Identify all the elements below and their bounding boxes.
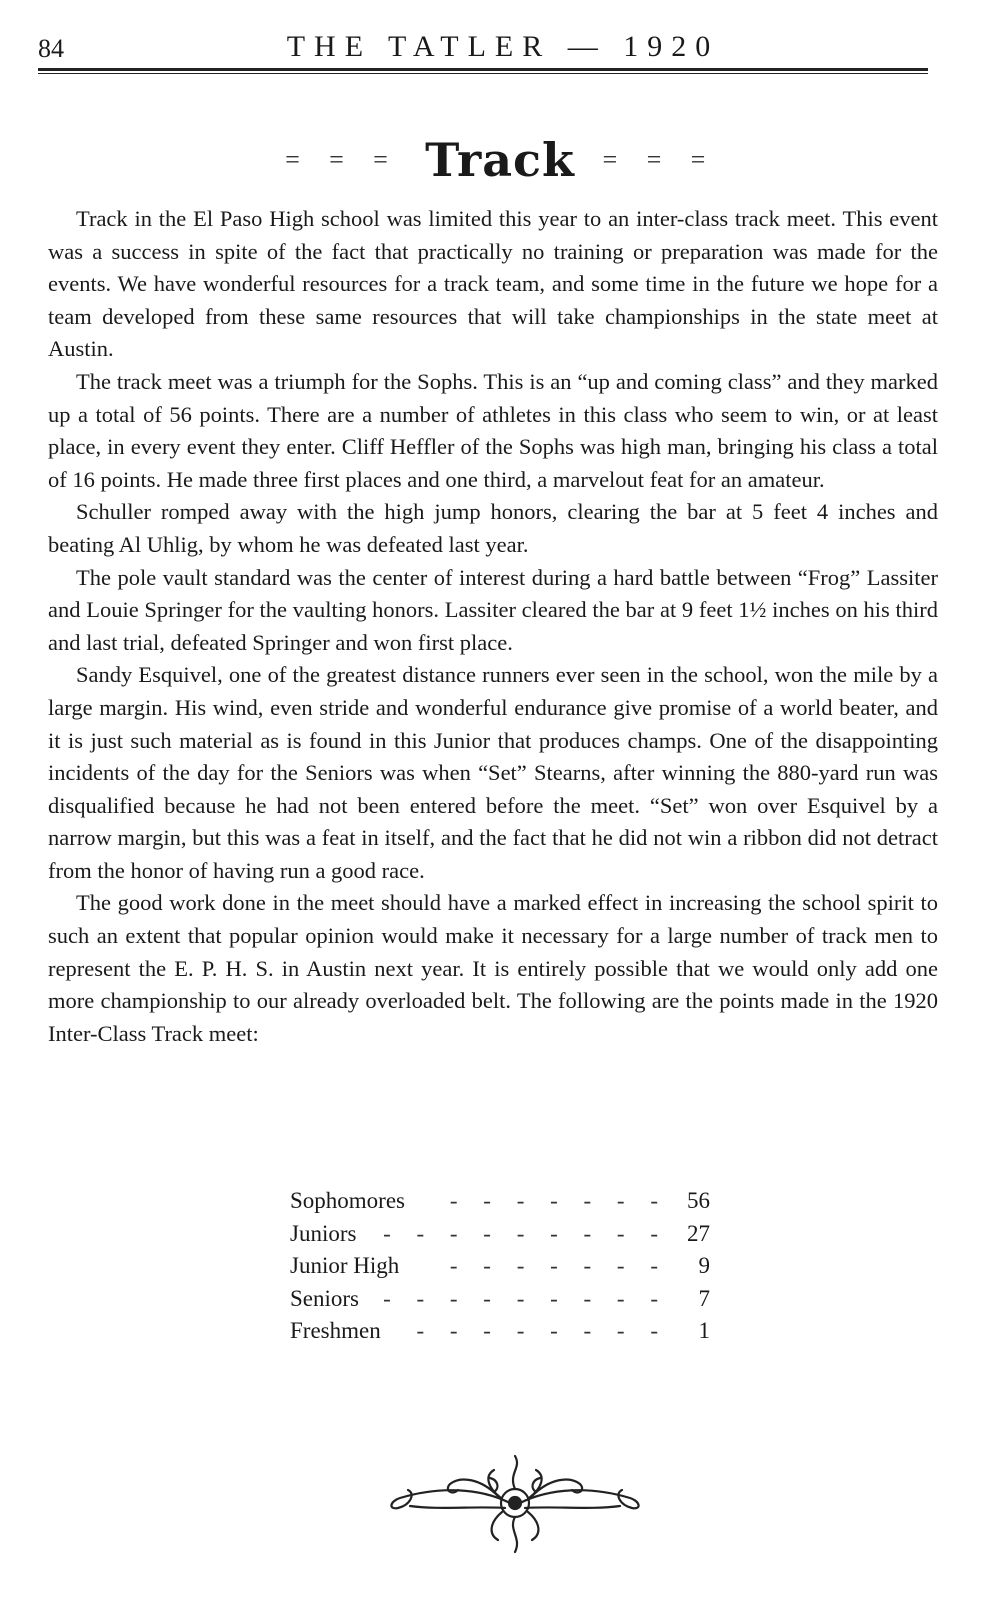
page-number: 84: [38, 34, 64, 63]
header-rule: [38, 68, 928, 74]
points-value: 56: [687, 1188, 710, 1213]
dot-leader: - - - - - - - - -: [383, 1285, 668, 1311]
points-row: [290, 1315, 710, 1348]
dot-leader: - - - - - - - - -: [383, 1220, 668, 1246]
paragraph: Track in the El Paso High school was limited this year to an inter-class track meet. This event was a success in spite of the fact that practically no training or preparation was made for the events. We have wonderful resources for a track team, and some time in the future we hope for a team developed from these same resources that will take championships in the state meet at Austin.: [48, 206, 938, 362]
points-row: [290, 1218, 710, 1251]
class-name: Sophomores: [290, 1188, 405, 1213]
dot-leader: - - - - - - -: [449, 1253, 668, 1278]
title-decoration-left: = = =: [283, 145, 400, 174]
points-row: [290, 1185, 710, 1218]
points-value: 7: [698, 1285, 710, 1311]
paragraph: Schuller romped away with the high jump honors, clearing the bar at 5 feet 4 inches and beating Al Uhlig, by whom he was defeated last year.: [48, 499, 938, 557]
title-row: [0, 125, 1000, 195]
paragraph: The good work done in the meet should have a marked effect in increasing the school spirit to such an extent that popular opinion would make it necessary for a large number of track men to represent the E. P. H. S. in Austin next year. It is entirely possible that we would only add one more championship to our already overloaded belt. The following are the points made in the 1920 Inter-Class Track meet:: [48, 890, 938, 1046]
points-value: 9: [698, 1253, 710, 1278]
title-decoration-right: = = =: [600, 145, 717, 174]
dot-leader: - - - - - - - -: [416, 1318, 668, 1343]
class-name: Juniors: [290, 1220, 357, 1246]
points-value: 27: [687, 1220, 710, 1246]
page-title: Track: [425, 133, 575, 187]
points-value: 1: [698, 1318, 710, 1343]
class-name: Junior High: [290, 1253, 400, 1278]
article-body: [48, 203, 938, 1050]
points-row: [290, 1250, 710, 1283]
paragraph: The pole vault standard was the center of interest during a hard battle between “Frog” Lassiter and Louie Springer for the vaulting honors. Lassiter cleared the bar at 9 feet 1½ inches on his third and last trial, defeated Springer and won first place.: [48, 564, 938, 655]
class-name: Freshmen: [290, 1318, 381, 1343]
running-title: THE TATLER — 1920: [286, 30, 720, 63]
page-header: [38, 28, 928, 68]
points-row: [290, 1283, 710, 1316]
paragraph: The track meet was a triumph for the Sophs. This is an “up and coming class” and they marked up a total of 56 points. There are a number of athletes in this class who seem to win, or at least place, in every event they enter. Cliff Heffler of the Sophs was high man, bringing his class a total of 16 points. He made three first places and one third, a marvelout feat for an amateur.: [48, 368, 938, 492]
class-name: Seniors: [290, 1285, 359, 1311]
points-table: [290, 1185, 710, 1348]
paragraph: Sandy Esquivel, one of the greatest distance runners ever seen in the school, won the mile by a large margin. His wind, even stride and wonderful endurance give promise of a world beater, and it is just such material as is found in this Junior that produces champs. One of the disappointing incidents of the day for the Seniors was when “Set” Stearns, after winning the 880-yard run was disqualified because he had not been entered before the meet. “Set” won over Esquivel by a narrow margin, but this was a feat in itself, and the fact that he did not win a ribbon did not detract from the honor of having run a good race.: [48, 662, 938, 883]
floral-ornament-icon: [380, 1448, 650, 1558]
dot-leader: - - - - - - -: [449, 1188, 668, 1213]
